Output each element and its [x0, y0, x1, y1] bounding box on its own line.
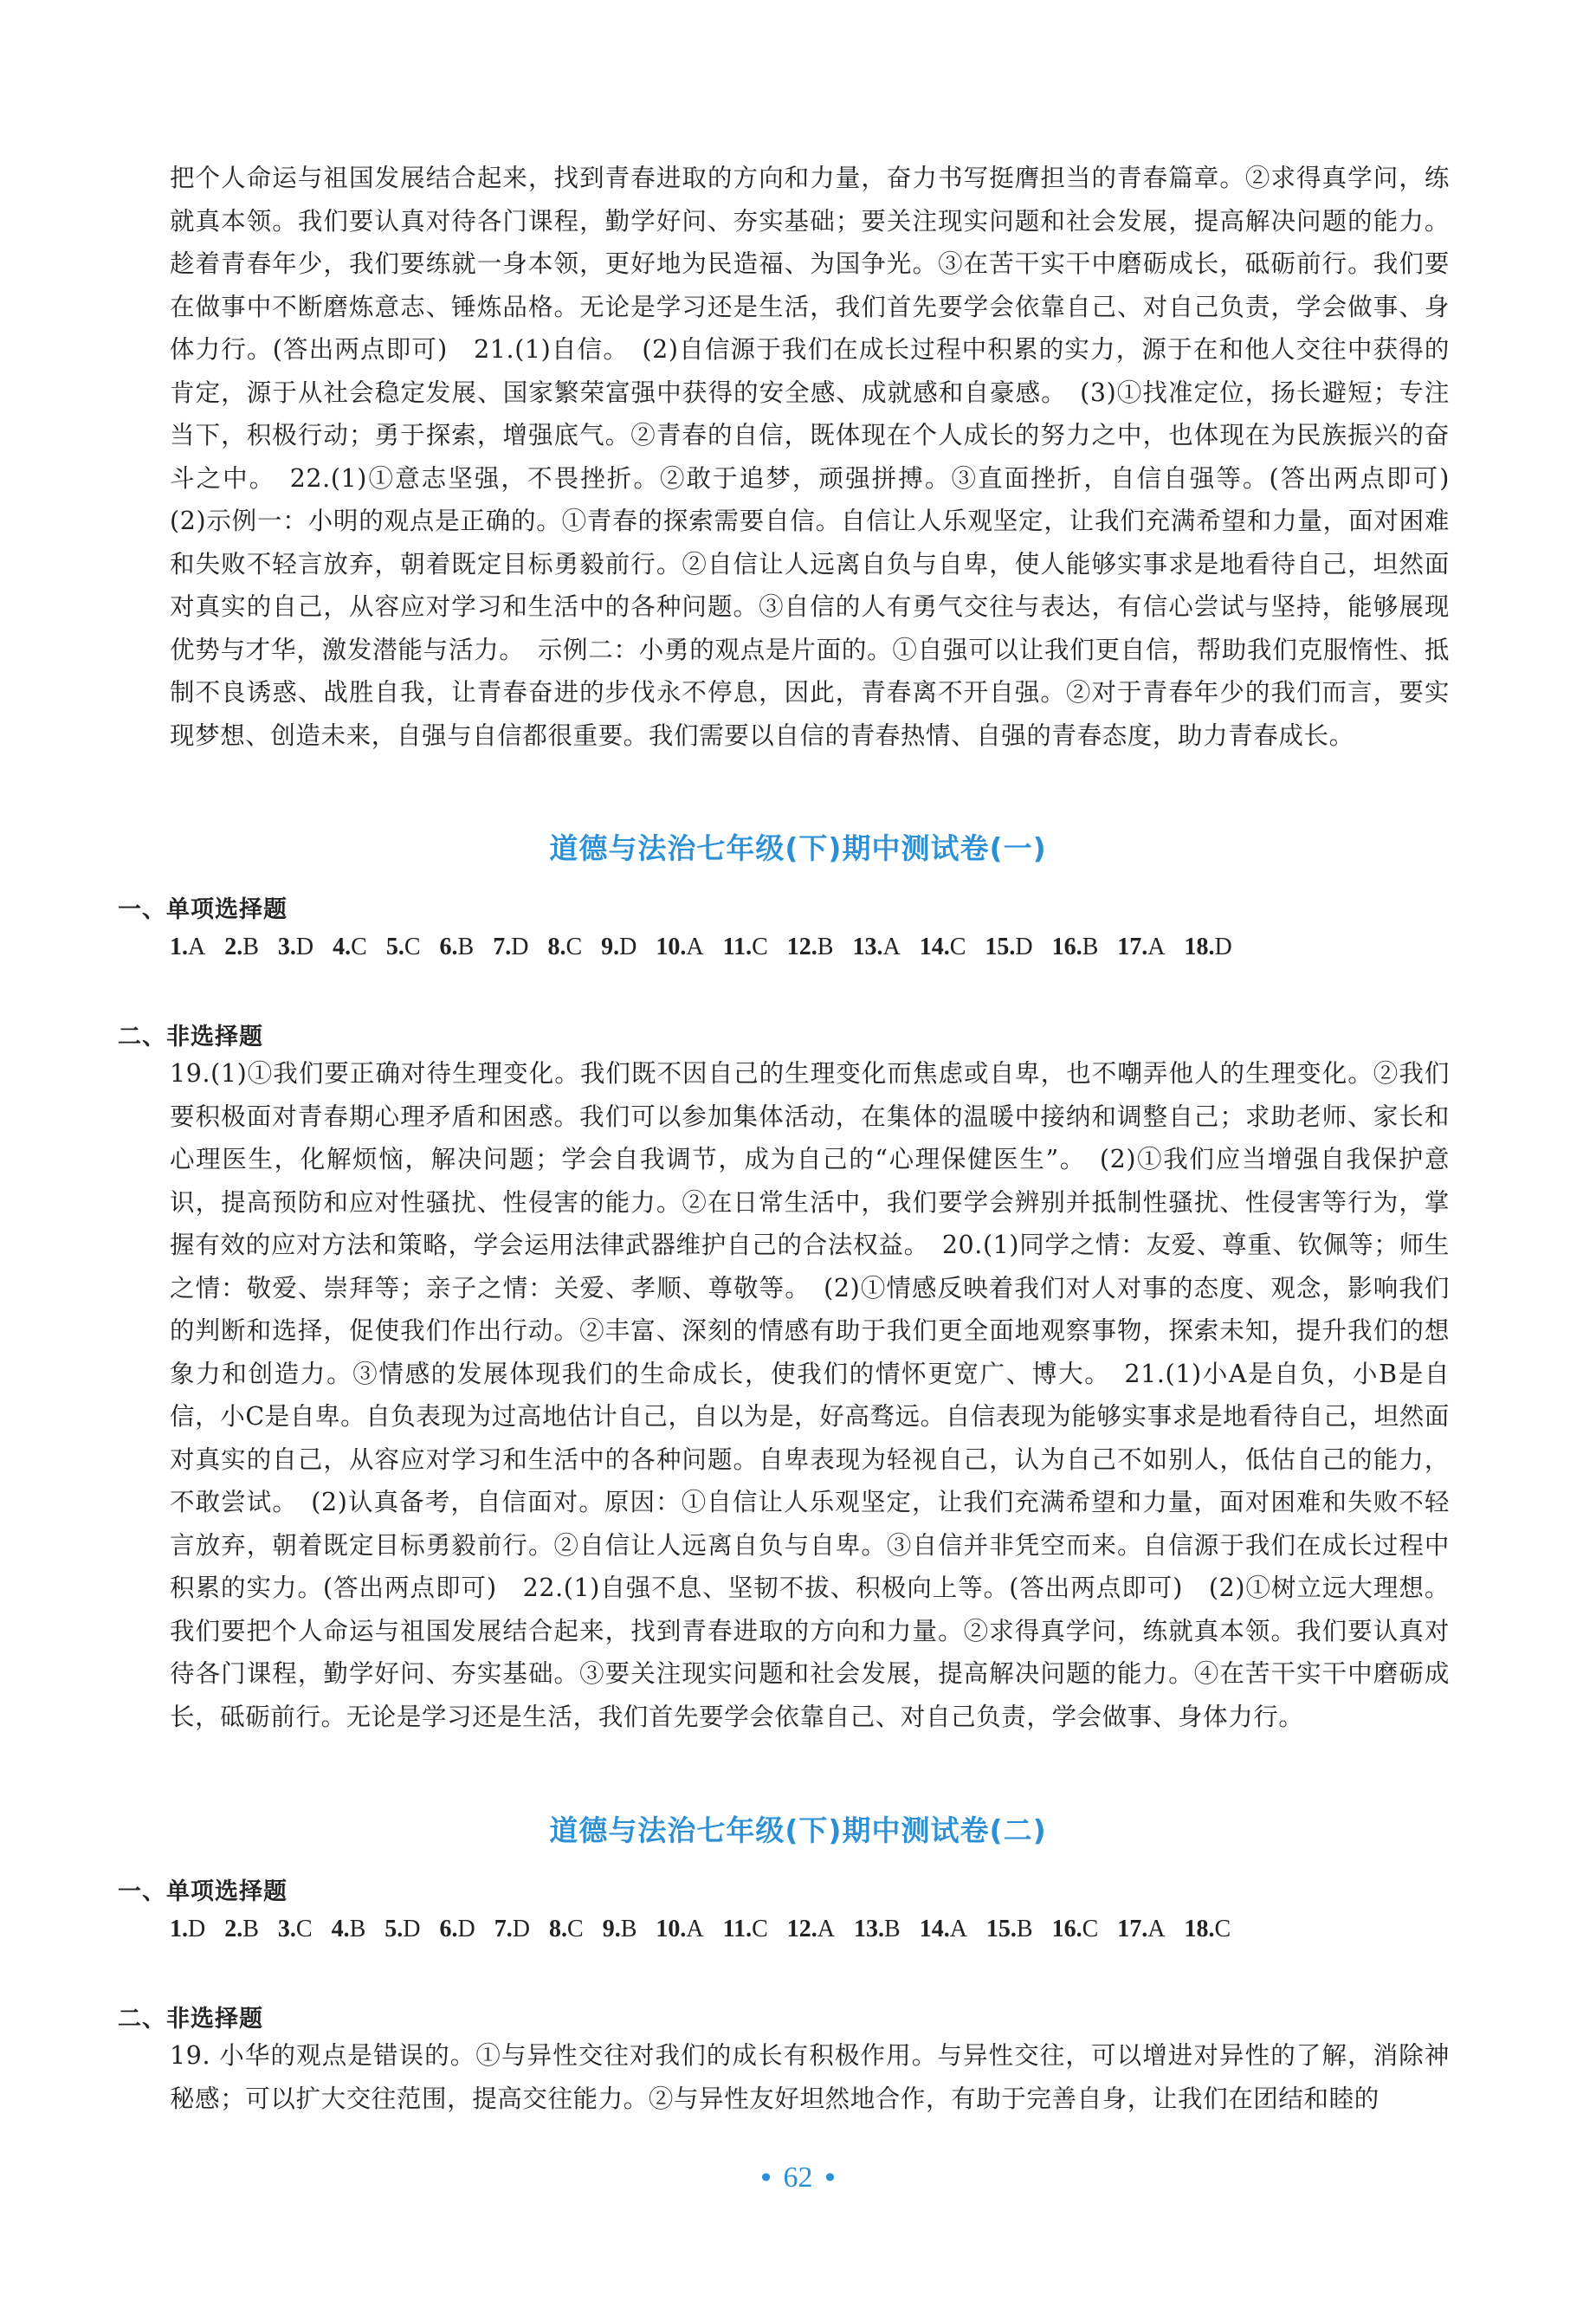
answer-letter: C: [1214, 1916, 1231, 1942]
answer-item: [1117, 925, 1165, 968]
answer-letter: A: [1147, 1916, 1166, 1942]
answer-number: 5.: [385, 934, 404, 960]
answer-number: 7.: [493, 934, 512, 960]
answer-letter: A: [1147, 934, 1166, 960]
page-dot-left: •: [760, 2162, 772, 2194]
answer-number: 10.: [656, 934, 687, 960]
answer-number: 13.: [852, 934, 883, 960]
answer-number: 11.: [722, 934, 753, 960]
answer-letter: C: [752, 1916, 768, 1942]
answer-number: 1.: [170, 1916, 188, 1942]
answer-letter: A: [949, 1916, 967, 1942]
answer-letter: C: [567, 1916, 584, 1942]
answer-number: 4.: [331, 1916, 350, 1942]
answer-letter: D: [403, 1916, 421, 1942]
answer-letter: C: [295, 1916, 313, 1942]
answer-item: [332, 1907, 366, 1950]
answer-number: 1.: [170, 934, 188, 960]
answer-number: 10.: [656, 1916, 687, 1942]
answer-letter: B: [620, 1916, 637, 1942]
answer-letter: B: [242, 934, 259, 960]
page-number: [0, 2162, 1596, 2194]
answer-letter: D: [1015, 934, 1033, 960]
answer-letter: A: [686, 1916, 704, 1942]
test2-section-nonchoice: 二、非选择题: [118, 2006, 263, 2033]
answer-number: 13.: [854, 1916, 884, 1942]
answer-number: 9.: [602, 1916, 621, 1942]
answer-letter: A: [817, 1916, 835, 1942]
answer-letter: C: [565, 934, 583, 960]
answer-item: [1117, 1907, 1165, 1950]
answer-number: 16.: [1051, 934, 1082, 960]
answer-number: 2.: [224, 934, 243, 960]
answer-letter: C: [949, 934, 966, 960]
answer-number: 6.: [439, 1916, 458, 1942]
answer-item: [547, 925, 582, 968]
answer-item: [333, 925, 367, 968]
answer-letter: C: [404, 934, 421, 960]
answer-letter: A: [188, 934, 206, 960]
answer-letter: B: [242, 1916, 259, 1942]
answer-number: 15.: [985, 1916, 1017, 1942]
answer-letter: D: [1214, 934, 1232, 960]
answer-number: 4.: [333, 934, 352, 960]
answer-item: [278, 1907, 313, 1950]
test1-title: 道德与法治七年级(下)期中测试卷(一): [549, 831, 1047, 865]
answer-item: [170, 1907, 205, 1950]
answer-number: 17.: [1117, 1916, 1148, 1942]
answer-item: [920, 1907, 967, 1950]
page-number-value: 62: [783, 2162, 813, 2194]
answer-number: 18.: [1184, 934, 1215, 960]
answer-number: 14.: [919, 934, 950, 960]
test2-paragraph: 19. 小华的观点是错误的。①与异性交往对我们的成长有积极作用。与异性交往，可以增进对异性的了解，消除神秘感；可以扩大交往范围，提高交往能力。②与异性友好坦然地合作，有助于完善自身，让我们在团结和睦的: [170, 2041, 1450, 2113]
answer-item: [601, 925, 636, 968]
answer-item: [386, 925, 421, 968]
answer-letter: D: [457, 1916, 475, 1942]
answer-letter: B: [817, 934, 834, 960]
answer-item: [278, 925, 313, 968]
answer-number: 7.: [494, 1916, 513, 1942]
answer-letter: A: [686, 934, 704, 960]
answer-letter: B: [1016, 1916, 1033, 1942]
answer-number: 9.: [601, 934, 620, 960]
answer-item: [224, 1907, 259, 1950]
answer-letter: C: [752, 934, 768, 960]
answer-item: [787, 925, 834, 968]
answer-item: [1052, 1907, 1099, 1950]
test2-title: 道德与法治七年级(下)期中测试卷(二): [549, 1813, 1047, 1847]
answer-item: [1185, 1907, 1231, 1950]
answer-letter: C: [351, 934, 367, 960]
answer-item: [723, 925, 768, 968]
answer-number: 15.: [985, 934, 1016, 960]
answer-item: [549, 1907, 584, 1950]
answer-letter: C: [1082, 1916, 1099, 1942]
answer-number: 3.: [277, 934, 296, 960]
answer-item: [440, 1907, 475, 1950]
answer-item: [1052, 925, 1099, 968]
answer-letter: D: [188, 1916, 206, 1942]
top-paragraph: 把个人命运与祖国发展结合起来，找到青春进取的方向和力量，奋力书写挺膺担当的青春篇章。②求得真学问，练就真本领。我们要认真对待各门课程，勤学好问、夯实基础；要关注现实问题和社会发展，提高解决问题的能力。趁着青春年少，我们要练就一身本领，更好地为民造福、为国争光。③在苦干实干中磨砺成长，砥砺前行。我们要在做事中不断磨炼意志、锤炼品格。无论是学习还是生活，我们首先要学会依靠自己、对自己负责，学会做事、身体力行。(答出两点即可) 21.(1)自信。 (2)自信源于我们在成长过程中积累的实力，源于在和他人交往中获得的肯定，源于从社会稳定发展、国家繁荣富强中获得的安全感、成就感和自豪感。 (3)①找准定位，扬长避短；专注当下，积极行动；勇于探索，增强底气。②青春的自信，既体现在个人成长的努力之中，也体现在为民族振兴的奋斗之中。 22.(1)①意志坚强，不畏挫折。②敢于追梦，顽强拼搏。③直面挫折，自信自强等。(答出两点即可) (2)示例一：小明的观点是正确的。①青春的探索需要自信。自信让人乐观坚定，让我们充满希望和力量，面对困难和失败不轻言放弃，朝着既定目标勇毅前行。②自信让人远离自负与自卑，使人能够实事求是地看待自己，坦然面对真实的自己，从容应对学习和生活中的各种问题。③自信的人有勇气交往与表达，有信心尝试与坚持，能够展现优势与才华，激发潜能与活力。 示例二：小勇的观点是片面的。①自强可以让我们更自信，帮助我们克服惰性、抵制不良诱惑、战胜自我，让青春奋进的步伐永不停息，因此，青春离不开自强。②对于青春年少的我们而言，要实现梦想、创造未来，自强与自信都很重要。我们需要以自信的青春热情、自强的青春态度，助力青春成长。: [170, 164, 1476, 750]
test1-answer-list: [170, 925, 1450, 968]
answer-letter: B: [884, 1916, 901, 1942]
answer-item: [920, 925, 966, 968]
test1-section-nonchoice: 二、非选择题: [118, 1024, 263, 1050]
answer-number: 2.: [224, 1916, 243, 1942]
answer-item: [384, 1907, 420, 1950]
test2-section-choice: 一、单项选择题: [118, 1878, 288, 1905]
answer-item: [170, 925, 205, 968]
answer-letter: D: [512, 1916, 530, 1942]
answer-item: [787, 1907, 835, 1950]
answer-item: [1185, 925, 1232, 968]
answer-letter: B: [1082, 934, 1099, 960]
answer-item: [852, 925, 900, 968]
answer-number: 5.: [384, 1916, 404, 1942]
test1-section-choice: 一、单项选择题: [118, 896, 288, 923]
answer-item: [723, 1907, 768, 1950]
answer-number: 14.: [919, 1916, 950, 1942]
answer-number: 6.: [439, 934, 458, 960]
answer-item: [494, 1907, 530, 1950]
answer-item: [224, 925, 259, 968]
answer-number: 11.: [722, 1916, 753, 1942]
page-dot-right: •: [824, 2162, 836, 2194]
test1-paragraph: 19.(1)①我们要正确对待生理变化。我们既不因自己的生理变化而焦虑或自卑，也不嘲弄他人的生理变化。②我们要积极面对青春期心理矛盾和困惑。我们可以参加集体活动，在集体的温暖中接纳和调整自己；求助老师、家长和心理医生，化解烦恼，解决问题；学会自我调节，成为自己的“心理保健医生”。 (2)①我们应当增强自我保护意识，提高预防和应对性骚扰、性侵害的能力。②在日常生活中，我们要学会辨别并抵制性骚扰、性侵害等行为，掌握有效的应对方法和策略，学会运用法律武器维护自己的合法权益。 20.(1)同学之情：友爱、尊重、钦佩等；师生之情：敬爱、崇拜等；亲子之情：关爱、孝顺、尊敬等。 (2)①情感反映着我们对人对事的态度、观念，影响我们的判断和选择，促使我们作出行动。②丰富、深刻的情感有助于我们更全面地观察事物，探索未知，提升我们的想象力和创造力。③情感的发展体现我们的生命成长，使我们的情怀更宽广、博大。 21.(1)小A是自负，小B是自信，小C是自卑。自负表现为过高地估计自己，自以为是，好高骛远。自信表现为能够实事求是地看待自己，坦然面对真实的自己，从容应对学习和生活中的各种问题。自卑表现为轻视自己，认为自己不如别人，低估自己的能力，不敢尝试。 (2)认真备考，自信面对。原因：①自信让人乐观坚定，让我们充满希望和力量，面对困难和失败不轻言放弃，朝着既定目标勇毅前行。②自信让人远离自负与自卑。③自信并非凭空而来。自信源于我们在成长过程中积累的实力。(答出两点即可) 22.(1)自强不息、坚韧不拔、积极向上等。(答出两点即可) (2)①树立远大理想。我们要把个人命运与祖国发展结合起来，找到青春进取的方向和力量。②求得真学问，练就真本领。我们要认真对待各门课程，勤学好问、夯实基础。③要关注现实问题和社会发展，提高解决问题的能力。④在苦干实干中磨砺成长，砥砺前行。无论是学习还是生活，我们首先要学会依靠自己、对自己负责，学会做事、身体力行。: [170, 1059, 1450, 1731]
answer-number: 3.: [277, 1916, 296, 1942]
answer-item: [854, 1907, 901, 1950]
answer-number: 8.: [547, 934, 566, 960]
answer-item: [440, 925, 475, 968]
answer-letter: D: [511, 934, 529, 960]
answer-number: 8.: [549, 1916, 567, 1942]
answer-letter: D: [295, 934, 314, 960]
answer-item: [603, 1907, 637, 1950]
test2-answer-list: [170, 1907, 1450, 1950]
answer-number: 12.: [786, 1916, 817, 1942]
answer-letter: B: [457, 934, 475, 960]
answer-letter: B: [349, 1916, 366, 1942]
answer-letter: D: [619, 934, 637, 960]
answer-number: 18.: [1184, 1916, 1215, 1942]
answer-item: [493, 925, 528, 968]
answer-number: 16.: [1051, 1916, 1082, 1942]
answer-number: 12.: [786, 934, 817, 960]
answer-number: 17.: [1117, 934, 1148, 960]
answer-item: [656, 1907, 703, 1950]
answer-letter: A: [882, 934, 901, 960]
answer-item: [986, 1907, 1033, 1950]
answer-item: [656, 925, 703, 968]
answer-item: [985, 925, 1032, 968]
